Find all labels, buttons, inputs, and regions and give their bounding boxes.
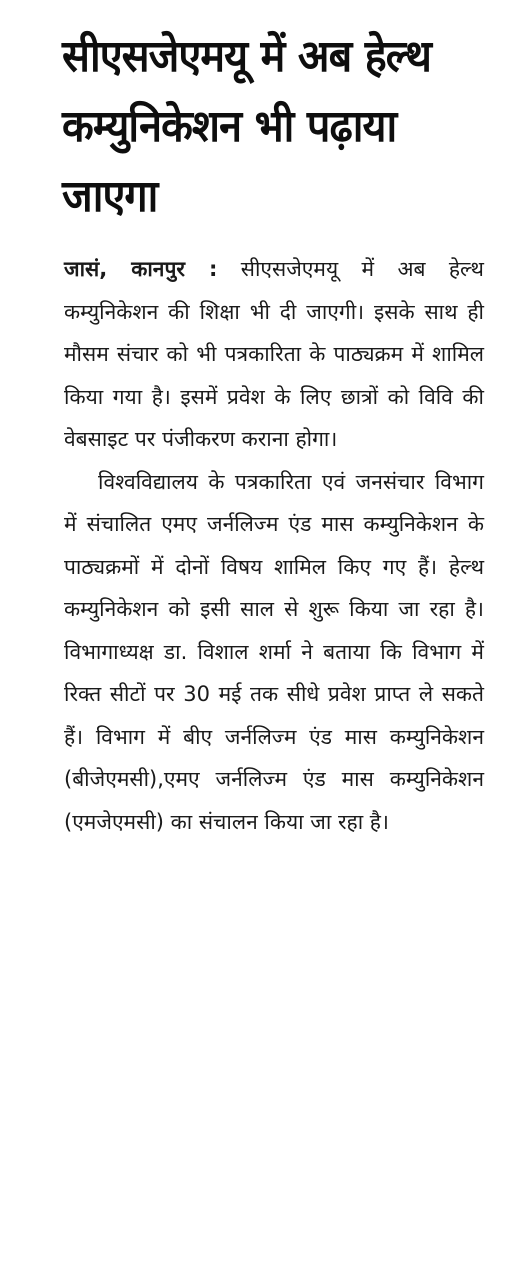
- article-paragraph-2: विश्वविद्यालय के पत्रकारिता एवं जनसंचार विभाग में संचालित एमए जर्नलिज्म एंड मास कम्युनिकेशन के पाठ्यक्रमों में दोनों विषय शामिल किए गए हैं। हेल्थ कम्युनिकेशन को इसी साल से शुरू किया जा रहा है। विभागाध्यक्ष डा. विशाल शर्मा ने बताया कि विभाग में रिक्त सीटों पर 30 मई तक सीधे प्रवेश प्राप्त ले सकते हैं। विभाग में बीए जर्नलिज्म एंड मास कम्युनिकेशन (बीजेएमसी),एमए जर्नलिज्म एंड मास कम्युनिकेशन (एमजेएमसी) का संचालन किया जा रहा है।: [64, 469, 484, 834]
- article-headline: सीएसजेएमयू में अब हेल्थ कम्युनिकेशन भी पढ़ाया जाएगा: [62, 31, 431, 222]
- article-dateline: जासं, कानपुर :: [64, 257, 218, 281]
- article-body: [64, 248, 484, 843]
- article-paragraph-1: [64, 248, 484, 461]
- article-paragraph-1-text: सीएसजेएमयू में अब हेल्थ कम्युनिकेशन की शिक्षा भी दी जाएगी। इसके साथ ही मौसम संचार को भी पत्रकारिता के पाठ्यक्रम में शामिल किया गया है। इसमें प्रवेश के लिए छात्रों को विवि की वेबसाइट पर पंजीकरण कराना होगा।: [64, 257, 484, 451]
